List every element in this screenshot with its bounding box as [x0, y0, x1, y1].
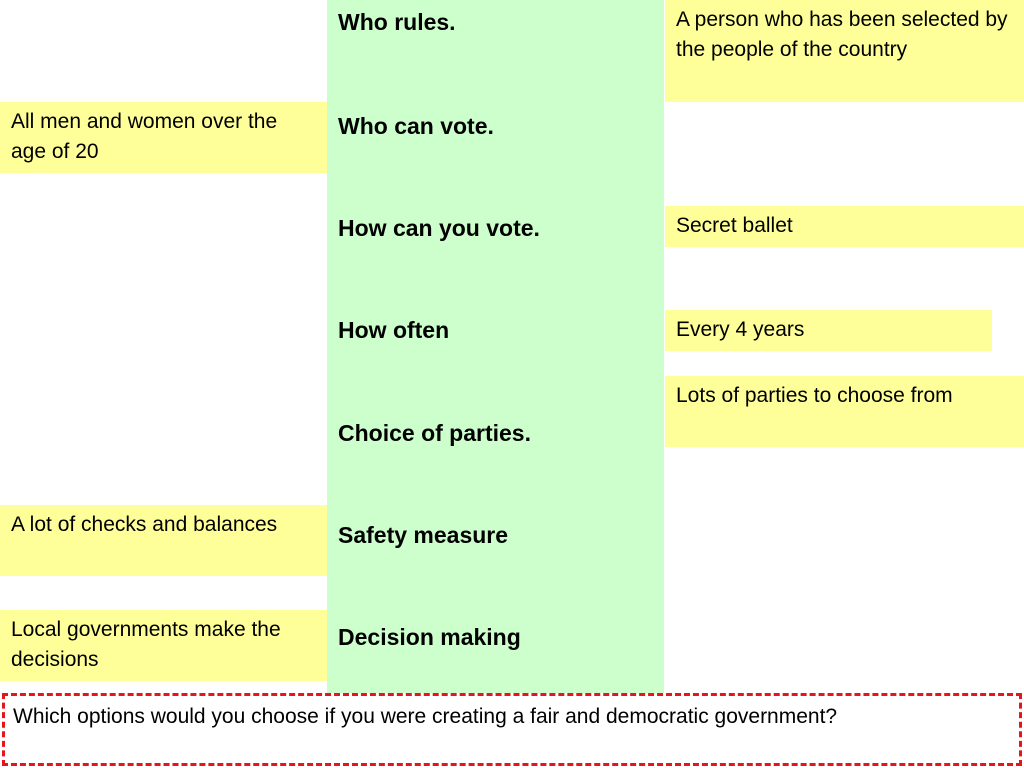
heading-choice-of-parties: Choice of parties.	[338, 420, 531, 446]
option-card-every-4-years[interactable]: Every 4 years	[665, 310, 992, 351]
option-card-person-selected[interactable]: A person who has been selected by the people of the country	[665, 0, 1024, 102]
option-card-local-governments[interactable]: Local governments make the decisions	[0, 610, 327, 681]
option-card-lots-of-parties[interactable]: Lots of parties to choose from	[665, 376, 1024, 447]
question-prompt: Which options would you choose if you were creating a fair and democratic government?	[2, 693, 1022, 766]
heading-how-can-you-vote: How can you vote.	[338, 215, 540, 241]
heading-how-often: How often	[338, 317, 450, 343]
option-card-all-men-women[interactable]: All men and women over the age of 20	[0, 102, 327, 173]
category-column	[327, 0, 664, 693]
heading-safety-measure: Safety measure	[338, 522, 509, 548]
heading-who-can-vote: Who can vote.	[338, 113, 494, 139]
heading-decision-making: Decision making	[338, 624, 521, 650]
option-card-secret-ballet[interactable]: Secret ballet	[665, 206, 1024, 247]
option-card-checks-balances[interactable]: A lot of checks and balances	[0, 505, 327, 576]
heading-who-rules: Who rules.	[338, 9, 456, 35]
